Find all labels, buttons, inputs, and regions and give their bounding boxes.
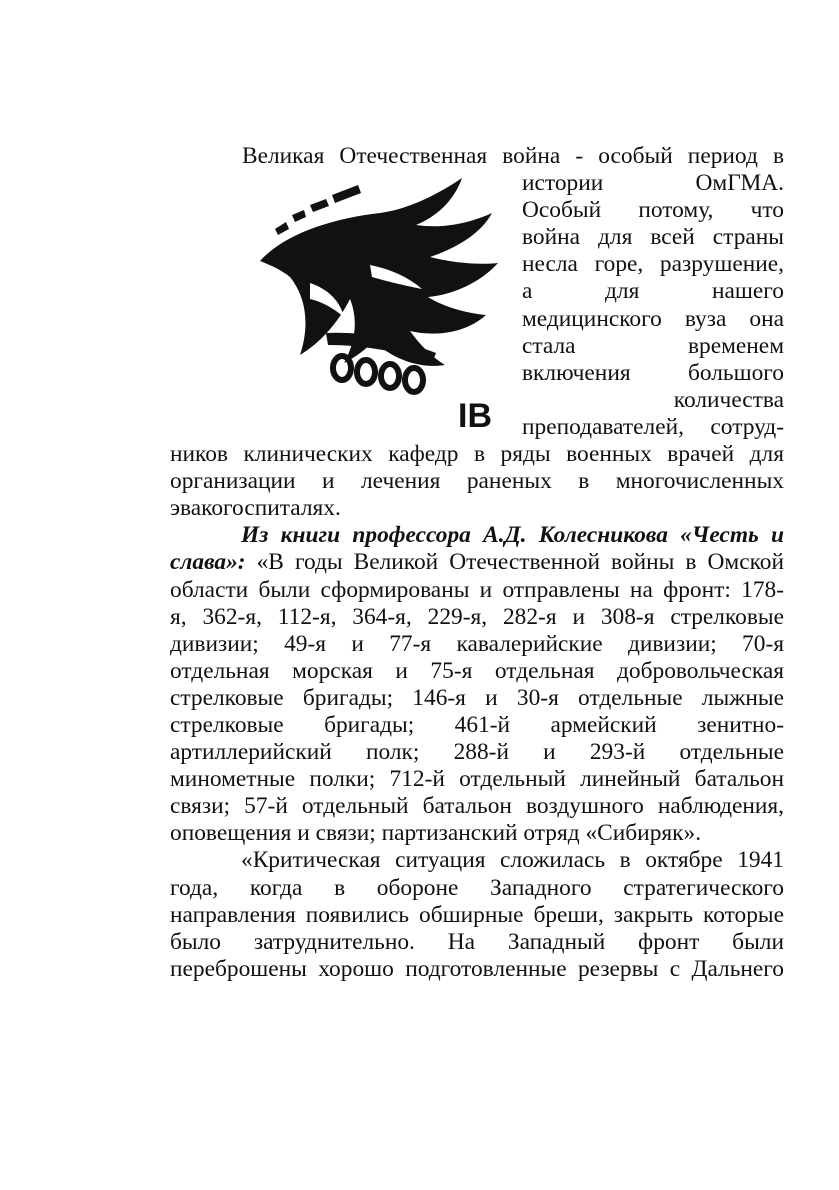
intro-wrapped-line: стала временем bbox=[522, 332, 784, 359]
quote-line: стрелковые бригады; 146-я и 30-я отдельные лыжные bbox=[170, 684, 784, 711]
intro-wrapped-line: включения большого bbox=[522, 359, 784, 386]
intro-full-line: организации и лечения раненых в многочисленных bbox=[170, 468, 784, 495]
quote-line: артиллерийский полк; 288-й и 293-й отдельные bbox=[170, 739, 784, 766]
intro-wrapped-line: несла горе, разрушение, bbox=[522, 251, 784, 278]
quote-lead-end: слава»: bbox=[170, 549, 246, 576]
quote-line: дивизии; 49-я и 77-я кавалерийские дивизии; 70-я bbox=[170, 630, 784, 657]
intro-wrapped-line: Особый потому, что bbox=[522, 197, 784, 224]
emblem-initials: IB bbox=[458, 397, 492, 433]
intro-line-1: Великая Отечественная война - особый период в bbox=[242, 143, 784, 169]
intro-wrapped-line: медицинского вуза она bbox=[522, 305, 784, 332]
quote-line: отдельная морская и 75-я отдельная добровольческая bbox=[170, 657, 784, 684]
intro-wrapped-line: количества bbox=[673, 386, 784, 413]
intro-wrapped-line: истории ОмГМА. bbox=[522, 170, 784, 197]
quote-line: оповещения и связи; партизанский отряд «Сибиряк». bbox=[170, 820, 702, 847]
quote-line-2-rest: «В годы Великой Отечественной войны в Омской bbox=[245, 549, 784, 576]
intro-wrapped-line: преподавателей, сотруд- bbox=[522, 413, 784, 440]
quote-lead-line: Из книги профессора А.Д. Колесникова «Честь и bbox=[241, 522, 784, 549]
crisis-line: переброшены хорошо подготовленные резервы с Дальнего bbox=[170, 955, 784, 982]
intro-full-line: эвакогоспиталях. bbox=[170, 495, 341, 522]
quote-line: минометные полки; 712-й отдельный линейный батальон bbox=[170, 766, 784, 793]
crisis-line: было затруднительно. На Западный фронт были bbox=[170, 928, 784, 955]
intro-full-line: ников клинических кафедр в ряды военных врачей для bbox=[170, 441, 784, 468]
quote-line: связи; 57-й отдельный батальон воздушного наблюдения, bbox=[170, 793, 784, 820]
crisis-first-line: «Критическая ситуация сложилась в октябре 1941 bbox=[241, 847, 784, 874]
quote-line: области были сформированы и отправлены на фронт: 178- bbox=[170, 576, 784, 603]
crisis-line: направления появились обширные бреши, закрыть которые bbox=[170, 901, 784, 928]
intro-wrapped-line: а для нашего bbox=[522, 278, 784, 305]
quote-line: я, 362-я, 112-я, 364-я, 229-я, 282-я и 308-я стрелковые bbox=[170, 603, 784, 630]
body-text bbox=[170, 143, 784, 983]
quote-line: стрелковые бригады; 461-й армейский зенитно- bbox=[170, 711, 784, 738]
quote-line-2 bbox=[170, 549, 784, 576]
crisis-line: года, когда в обороне Западного стратегического bbox=[170, 874, 784, 901]
intro-wrapped-line: война для всей страны bbox=[522, 224, 784, 251]
